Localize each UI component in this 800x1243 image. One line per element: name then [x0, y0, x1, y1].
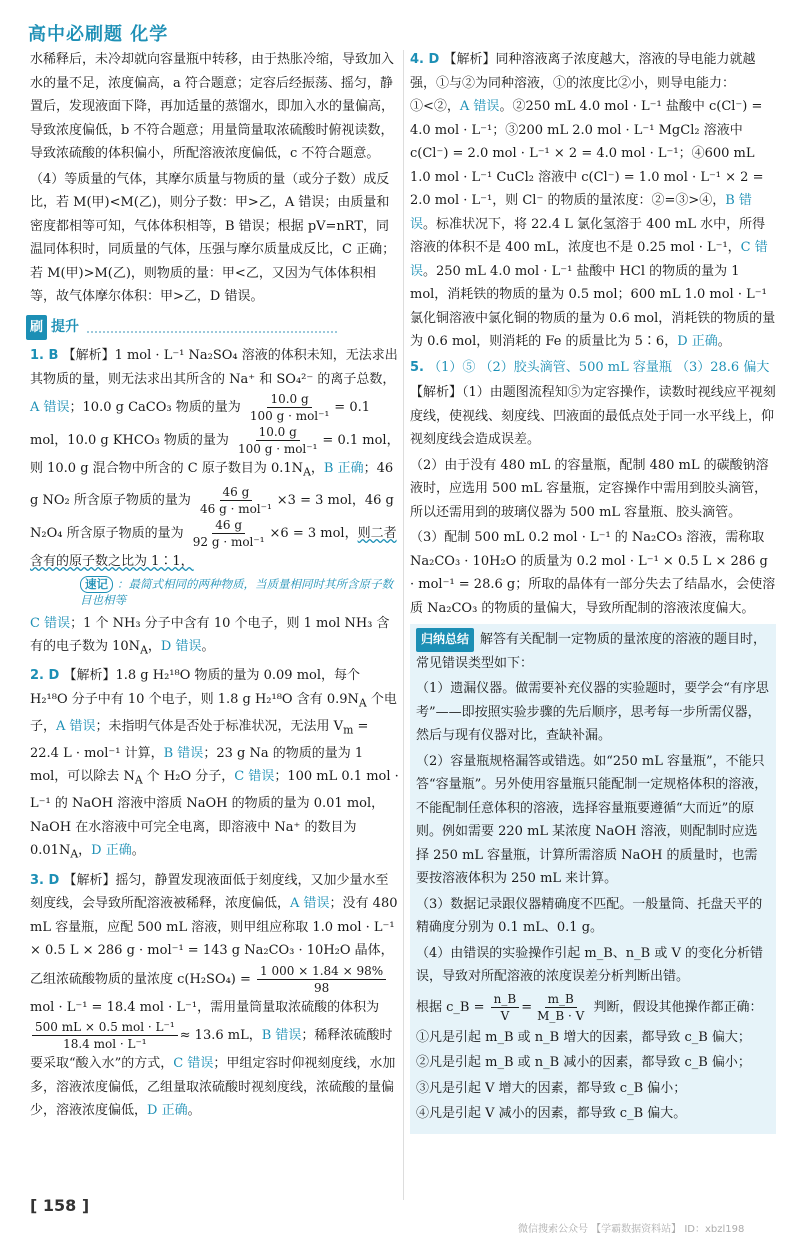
header-title: 高中必刷题 化学 — [28, 24, 169, 45]
fraction: $\frac{n\_B}{V}$ — [491, 991, 520, 1024]
summary-rule-1: ①凡是引起 m_B 或 n_B 增大的因素，都导致 c_B 偏大； — [416, 1029, 751, 1045]
question-number: 5. — [410, 359, 424, 375]
judgement-d: D 正确 — [147, 1103, 188, 1119]
judgement-c: C 错误 — [30, 615, 71, 631]
summary-intro: 归纳总结 解答有关配制一定物质的量浓度的溶液的题目时，常见错误类型如下： — [416, 628, 770, 675]
summary-rule-3: ③凡是引起 V 增大的因素，都导致 c_B 偏小； — [416, 1080, 687, 1096]
judgement-d: D 正确 — [91, 843, 132, 859]
judgement-b: B 正确 — [323, 461, 364, 476]
analysis-tag: 【解析】 — [63, 668, 116, 684]
question-number: 3. D — [30, 872, 60, 888]
question-5-analysis: 【解析】（1）由题图流程知⑤为定容操作，读数时视线应平视刻度线，使视线、刻度线、凹液面的最低点处于同一水平线上，仰视刻度线会造成误差。 — [410, 385, 776, 447]
fraction: $\frac{10.0 g}{\text{100 g · mol⁻¹}}$ — [237, 425, 318, 456]
section-heading — [26, 315, 337, 341]
watermark: 微信搜索公众号 【学霸数据资料站】 ID：xbzl198 — [518, 1224, 745, 1235]
right-column — [410, 48, 776, 1134]
judgement-d: D 错误 — [160, 639, 202, 655]
section-title: 提升 — [51, 318, 80, 335]
summary-point-3: （3）数据记录跟仪器精确度不匹配。一般量筒、托盘天平的精确度分别为 0.1 mL、0.1 g。 — [416, 896, 763, 935]
summary-badge: 归纳总结 — [416, 628, 474, 652]
memo-note: 速记 ：最简式相同的两种物质，当质量相同时其所含原子数目也相等 — [80, 576, 393, 607]
judgement-b: B 错误 — [410, 193, 752, 232]
question-2-analysis: 2. D 【解析】1.8 g H₂¹⁸O 物质的量为 0.09 mol，每个 H₂¹⁸O 分子中有 10 个电子，则 1.8 g H₂¹⁸O 含有 $0.9N_A$ 个电子，A 错误；未指明气体是否处于标准状况，无法用 $V_m = 22.4$ L · mol⁻¹ 计算，B 错误；23 g Na 的物质的量为 1 mol，可以除去 $N_A$ 个 H₂O 分子，C 错误；100 mL 0.1 mol · L⁻¹ 的 NaOH 溶液中溶质 NaOH 的物质的量为 0.01 mol，NaOH 在水溶液中可完全电离，即溶液中 Na⁺ 的数目为 $0.01N_A$，D 正确。 — [30, 668, 399, 862]
question-number: 4. D — [410, 52, 440, 67]
question-4-analysis: 4. D 【解析】同种溶液离子浓度越大，溶液的导电能力就越强，①与②为同种溶液，①的浓度比②小，则导电能力：①<②，A 错误。②250 mL 4.0 mol · L⁻¹ 盐酸中 c(Cl⁻) = 4.0 mol · L⁻¹；③200 mL 2.0 mol · L⁻¹ MgCl₂ 溶液中 c(Cl⁻) = 2.0 mol · L⁻¹ × 2 = 4.0 mol · L⁻¹；④600 mL 1.0 mol · L⁻¹ CuCl₂ 溶液中 c(Cl⁻) = 1.0 mol · L⁻¹ × 2 = 2.0 mol · L⁻¹，则 Cl⁻ 的物质的量浓度：②=③>④，B 错误。标准状况下，将 22.4 L 氯化氢溶于 400 mL 水中，所得溶液的体积不是 400 mL，浓度也不是 0.25 mol · L⁻¹，C 错误。250 mL 4.0 mol · L⁻¹ 盐酸中 HCl 的物质的量为 1 mol，消耗铁的物质的量为 0.5 mol；600 mL 1.0 mol · L⁻¹ 氯化铜溶液中氯化铜的物质的量为 0.6 mol，消耗铁的物质的量为 0.6 mol，则消耗的 Fe 的质量比为 5∶6，D 正确。 — [410, 52, 776, 349]
page-number: [ 158 ] — [30, 1196, 90, 1215]
judgement-c: C 错误 — [234, 769, 275, 785]
summary-box — [410, 624, 776, 1134]
summary-point-1: （1）遗漏仪器。做需要补充仪器的实验题时，要学会“有序思考”——即按照实验步骤的先后顺序，思考每一步所需仪器，然后与现有仪器对比，查缺补漏。 — [416, 681, 769, 743]
page-header — [28, 16, 168, 50]
question-3-analysis: 3. D 【解析】摇匀，静置发现液面低于刻度线，又加少量水至刻度线，会导致所配溶液被稀释，浓度偏低，A 错误；没有 480 mL 容量瓶，应配 500 mL 溶液，则甲组应称取 1.0 mol · L⁻¹ × 0.5 L × 286 g · mol⁻¹ = 143 g Na₂CO₃ · 10H₂O 晶体，乙组浓硫酸物质的量浓度 c(H₂SO₄) = $\frac{1 000 \times 1.84 \times 98\%}{98}$ mol · L⁻¹ = 18.4 mol · L⁻¹，需用量筒量取浓硫酸的体积为 $\frac{\text{500 mL × 0.5 mol · L⁻¹}}{\text{18.4 mol · L⁻¹}}$ ≈ 13.6 mL，B 错误；稀释浓硫酸时要采取“酸入水”的方式，C 错误；甲组定容时仰视刻度线，水加多，溶液浓度偏低，乙组量取浓硫酸时视刻度线，浓硫酸的量偏少，溶液浓度偏低，D 正确。 — [30, 872, 398, 1119]
question-number: 1. B — [30, 348, 59, 363]
judgement-a: A 错误 — [459, 99, 500, 114]
question-1-continued: C 错误；1 个 NH₃ 分子中含有 10 个电子，则 1 mol NH₃ 含有的电子数为 $10N_A$，D 错误。 — [30, 615, 390, 657]
paragraph-q4-part: （4）等质量的气体，其摩尔质量与物质的量（或分子数）成反比，若 M(甲)<M(乙)，则分子数：甲>乙，A 错误；由质量和密度都相等可知，气体体积相等，B 错误；根据 pV=nRT，同温同体积时，同质量的气体，压强与摩尔质量成反比，C 正确；若 M(甲)>M(乙)，则物质的量：甲<乙，又因为气体体积相等，故气体摩尔体积：甲>乙，D 错误。 — [30, 171, 396, 304]
judgement-a: A 错误 — [56, 718, 96, 734]
section-badge: 刷 — [26, 315, 47, 341]
section-dots — [87, 321, 337, 333]
fraction: $\frac{10.0 g}{\text{100 g · mol⁻¹}}$ — [249, 392, 330, 423]
judgement-d: D 正确 — [677, 334, 718, 349]
left-column — [30, 48, 400, 1125]
analysis-tag: 【解析】 — [62, 348, 115, 363]
judgement-a: A 错误 — [290, 896, 330, 912]
question-number: 2. D — [30, 668, 60, 684]
question-1-analysis: 1. B 【解析】1 mol · L⁻¹ Na₂SO₄ 溶液的体积未知，无法求出其物质的量，则无法求出其所含的 Na⁺ 和 SO₄²⁻ 的离子总数，A 错误；10.0 g CaCO₃ 物质的量为 $\frac{10.0 g}{\text{100 g · mol⁻¹}}$ = 0.1 mol，10.0 g KHCO₃ 物质的量为 $\frac{10.0 g}{\text{100 g · mol⁻¹}}$ = 0.1 mol，则 10.0 g 混合物中所含的 C 原子数目为 $0.1N_A$，B 正确；46 g NO₂ 所含原子物质的量为 $\frac{46 g}{\text{46 g · mol⁻¹}}$ ×3 = 3 mol，46 g N₂O₄ 所含原子物质的量为 $\frac{46 g}{\text{92 g · mol⁻¹}}$ ×6 = 3 mol，则二者含有的原子数之比为 1∶1， — [30, 348, 400, 570]
analysis-tag: 【解析】 — [443, 52, 496, 67]
memo-badge: 速记 — [80, 576, 113, 593]
summary-formula: 根据 c_B = $\frac{n\_B}{V}$ = $\frac{m\_B}{M\_B \cdot V}$ 判断，假设其他操作都正确： — [416, 991, 763, 1023]
judgement-a: A 错误 — [30, 400, 70, 415]
judgement-b: B 错误 — [261, 1028, 302, 1044]
question-5-answers — [410, 356, 776, 380]
analysis-tag: 【解析】 — [410, 385, 463, 400]
analysis-tag: 【解析】 — [63, 872, 116, 888]
summary-rule-4: ④凡是引起 V 减小的因素，都导致 c_B 偏大。 — [416, 1106, 687, 1121]
answer-list: （1）⑤ （2）胶头滴管、500 mL 容量瓶 （3）28.6 偏大 — [428, 359, 770, 375]
question-5-part-3: （3）配制 500 mL 0.2 mol · L⁻¹ 的 Na₂CO₃ 溶液，需称取 Na₂CO₃ · 10H₂O 的质量为 0.2 mol · L⁻¹ × 0.5 L × 286 g · mol⁻¹ = 28.6 g；所取的晶体有一部分失去了结晶水，会使溶质 Na₂CO₃ 的物质的量偏大，导致所配制的溶液浓度偏大。 — [410, 530, 776, 616]
judgement-c: C 错误 — [410, 240, 768, 279]
fraction: $\frac{1 000 \times 1.84 \times 98\%}{98}$ — [257, 963, 386, 996]
key-point: 则二者含有的原子数之比为 1∶1， — [30, 526, 397, 570]
summary-point-2: （2）容量瓶规格漏答或错选。如“250 mL 容量瓶”，不能只答“容量瓶”。另外使用容量瓶只能配制一定规格体积的溶液，不能配制任意体积的溶液，选择容量瓶要遵循“大而近”的原则。例如需要 220 mL 某浓度 NaOH 溶液，则配制时应选择 250 mL 容量瓶，计算所需溶质 NaOH 的质量时，也需要按溶液体积为 250 mL 来计算。 — [416, 753, 768, 886]
judgement-c: C 错误 — [173, 1056, 214, 1072]
column-divider — [403, 50, 404, 1200]
fraction: $\frac{46 g}{\text{46 g · mol⁻¹}}$ — [199, 485, 272, 517]
question-5-part-2: （2）由于没有 480 mL 的容量瓶，配制 480 mL 的碳酸钠溶液时，应选用 500 mL 容量瓶，定容操作中需用到胶头滴管，所以还需用到的玻璃仪器为 500 mL 容量瓶、胶头滴管。 — [410, 457, 769, 520]
summary-rule-2: ②凡是引起 m_B 或 n_B 减小的因素，都导致 c_B 偏小； — [416, 1055, 751, 1070]
fraction: $\frac{m\_B}{M\_B \cdot V}$ — [537, 991, 585, 1023]
fraction: $\frac{\text{500 mL × 0.5 mol · L⁻¹}}{\text{18.4 mol · L⁻¹}}$ — [32, 1019, 178, 1052]
paragraph-continued: 水稀释后，未冷却就向容量瓶中转移，由于热胀冷缩，导致加入水的量不足，浓度偏高，a 符合题意；定容后经振荡、摇匀，静置后，发现液面下降，再加适量的蒸馏水，即加入水的量偏高，导致浓度偏低，b 不符合题意；用量筒量取浓硫酸时俯视读数，导致浓硫酸的体积偏小，所配溶液浓度偏低，c 不符合题意。 — [30, 52, 395, 161]
summary-point-4: （4）由错误的实验操作引起 m_B、n_B 或 V 的变化分析错误，导致对所配溶液的浓度误差分析判断出错。 — [416, 945, 763, 984]
judgement-b: B 错误 — [163, 745, 204, 761]
fraction: $\frac{46 g}{\text{92 g · mol⁻¹}}$ — [192, 518, 265, 550]
